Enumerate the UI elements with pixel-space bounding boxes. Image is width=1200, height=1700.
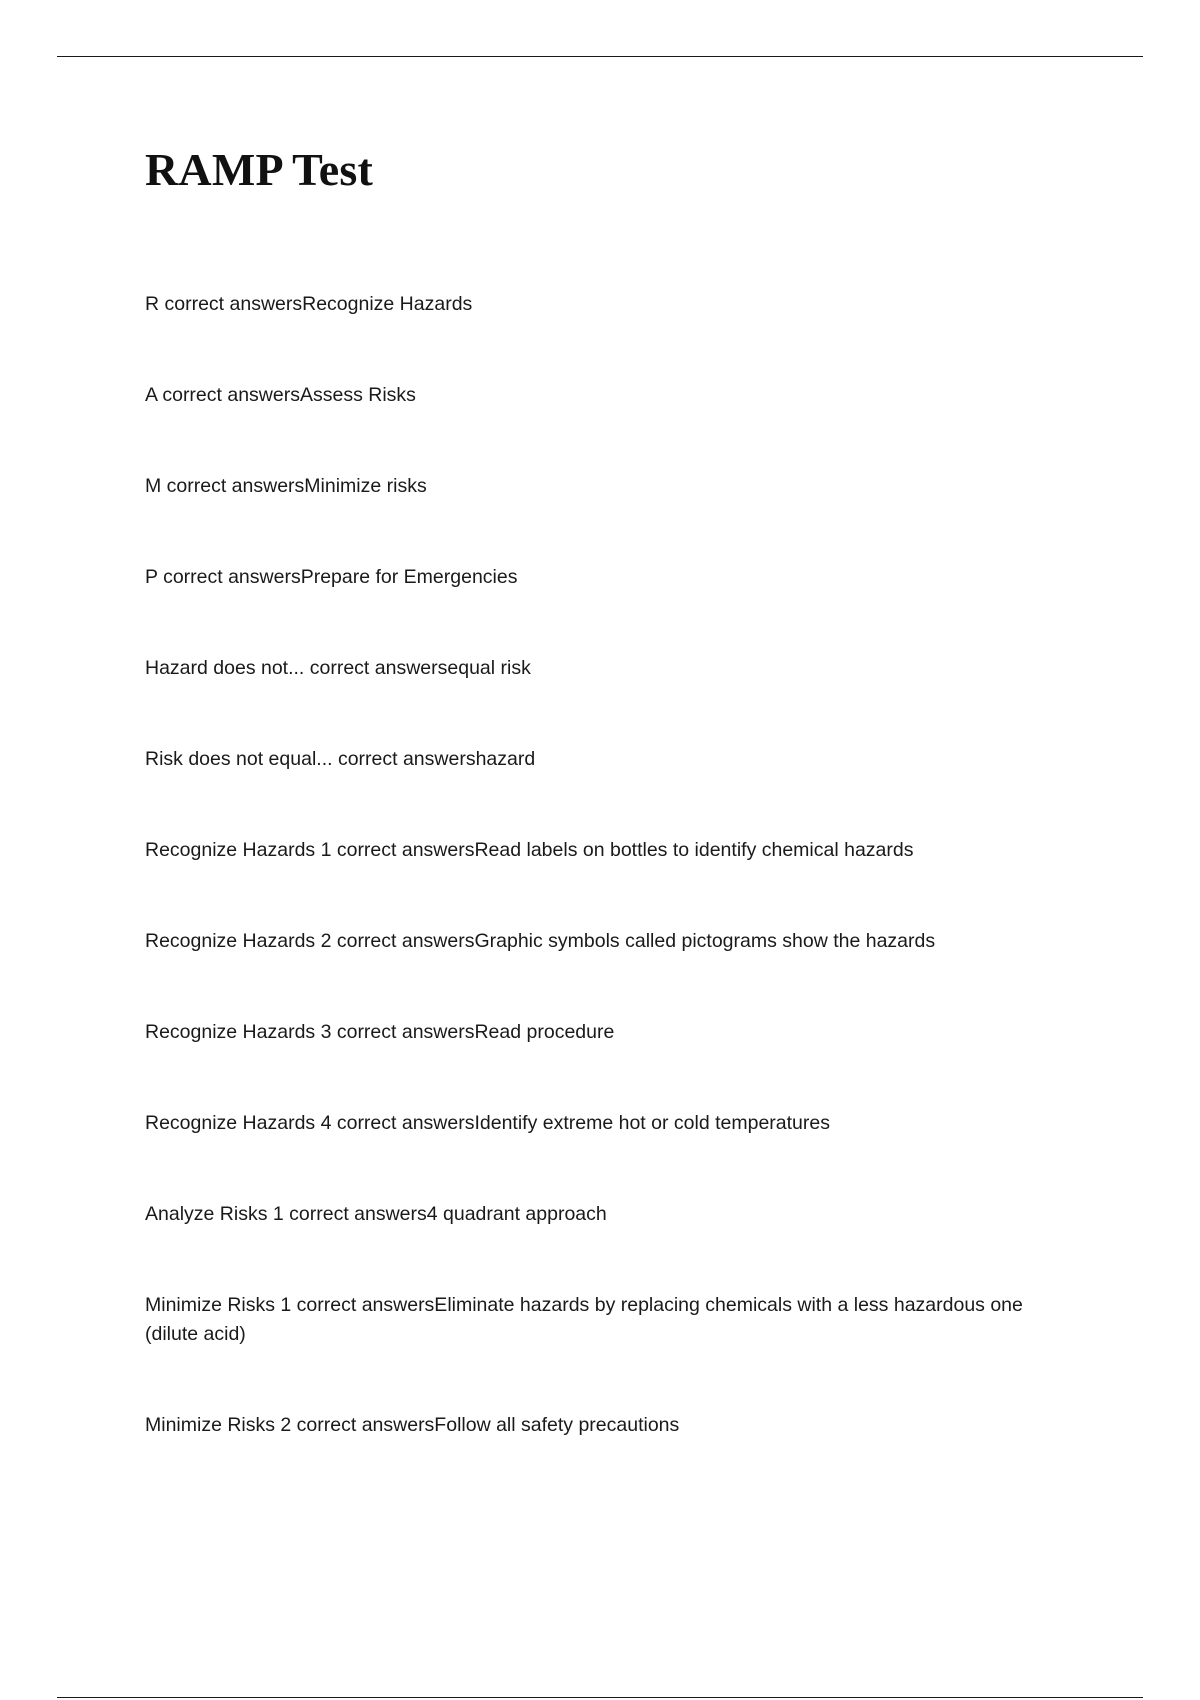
qa-item-4: P correct answersPrepare for Emergencies <box>145 566 518 588</box>
qa-item-7: Recognize Hazards 1 correct answersRead labels on bottles to identify chemical hazards <box>145 839 914 861</box>
qa-item-11: Analyze Risks 1 correct answers4 quadrant approach <box>145 1203 607 1225</box>
qa-item-1: R correct answersRecognize Hazards <box>145 293 473 315</box>
qa-item-8: Recognize Hazards 2 correct answersGraphic symbols called pictograms show the hazards <box>145 930 936 952</box>
qa-item-3: M correct answersMinimize risks <box>145 475 427 497</box>
qa-item-13: Minimize Risks 2 correct answersFollow all safety precautions <box>145 1414 680 1436</box>
top-rule <box>57 56 1143 57</box>
bottom-rule <box>57 1697 1143 1698</box>
qa-item-2: A correct answersAssess Risks <box>145 384 416 406</box>
qa-item-10: Recognize Hazards 4 correct answersIdentify extreme hot or cold temperatures <box>145 1112 830 1134</box>
qa-item-9: Recognize Hazards 3 correct answersRead procedure <box>145 1021 615 1043</box>
page-title: RAMP Test <box>145 144 373 195</box>
qa-item-6: Risk does not equal... correct answershazard <box>145 748 536 770</box>
qa-list <box>145 290 1065 1502</box>
qa-item-12: Minimize Risks 1 correct answersEliminate hazards by replacing chemicals with a less hazardous one (dilute acid) <box>145 1294 1023 1345</box>
qa-item-5: Hazard does not... correct answersequal risk <box>145 657 531 679</box>
